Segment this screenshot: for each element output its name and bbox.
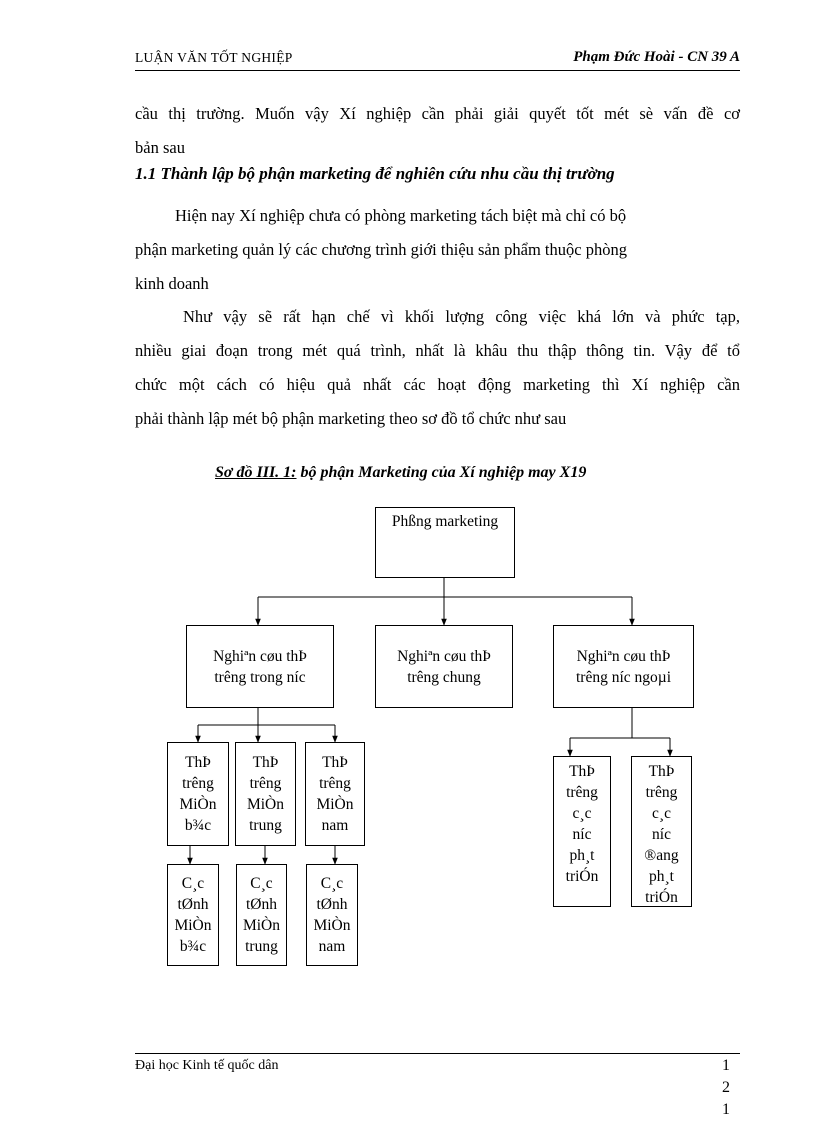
box-south-provinces	[306, 864, 358, 966]
page-number: 1 2 1	[722, 1057, 730, 1118]
box-marketing-department	[375, 507, 515, 578]
box-developing-markets	[631, 756, 692, 907]
footer-university: Đại học Kinh tế quốc dân	[135, 1058, 279, 1073]
footer-divider	[135, 1053, 740, 1054]
text-line: chức một cách có hiệu quả nhất các hoạt động marketing thì Xí nghiệp cần	[135, 375, 740, 394]
section-heading: 1.1 Thành lập bộ phận marketing để nghiên cứu nhu cầu thị trường	[135, 164, 615, 183]
box-developed-markets	[553, 756, 611, 907]
box-south-market	[305, 742, 365, 846]
caption-label: Sơ đồ III. 1:	[215, 464, 297, 481]
box-label: ThÞ trêng MiÒn trung	[246, 754, 285, 834]
text-line: phải thành lập mét bộ phận marketing theo sơ đồ tổ chức như sau	[135, 409, 567, 428]
box-label: ThÞ trêng MiÒn nam	[316, 754, 354, 834]
running-header-author: Phạm Đức Hoài - CN 39 A	[573, 49, 740, 65]
caption-text: bộ phận Marketing của Xí nghiệp may X19	[296, 464, 587, 481]
box-label: ThÞ trêng c¸c níc ®ang ph¸t triÓn	[644, 763, 679, 906]
box-label: Nghiªn cøu thÞ trêng níc ngoµi	[575, 647, 672, 686]
box-general-research	[375, 625, 513, 708]
text-line: nhiều giai đoạn trong mét quá trình, nhất là khâu thu thập thông tin. Vậy để tổ	[135, 341, 740, 360]
text-line: bản sau	[135, 138, 185, 157]
box-label: C¸c tØnh MiÒn trung	[242, 875, 281, 955]
text-line: cầu thị trường. Muốn vậy Xí nghiệp cần phải giải quyết tốt mét sè vấn đề cơ	[135, 104, 740, 123]
text-line: phận marketing quản lý các chương trình giới thiệu sản phẩm thuộc phòng	[135, 240, 627, 259]
running-header-title: LUẬN VĂN TỐT NGHIỆP	[135, 50, 293, 65]
box-label: Nghiªn cøu thÞ trêng chung	[397, 647, 491, 686]
box-label: ThÞ trêng c¸c níc ph¸t triÓn	[565, 763, 599, 885]
text-line: Như vậy sẽ rất hạn chế vì khối lượng công việc khá lớn và phức tạp,	[183, 307, 740, 326]
box-north-provinces	[167, 864, 219, 966]
text-line: Hiện nay Xí nghiệp chưa có phòng marketing tách biệt mà chỉ có bộ	[175, 206, 627, 225]
box-foreign-research	[553, 625, 694, 708]
box-label: Nghiªn cøu thÞ trêng trong níc	[213, 647, 307, 686]
box-central-market	[235, 742, 296, 846]
box-label: C¸c tØnh MiÒn b¾c	[174, 875, 212, 955]
box-domestic-research	[186, 625, 334, 708]
box-label: ThÞ trêng MiÒn b¾c	[179, 754, 217, 834]
box-label: Phßng marketing	[391, 513, 499, 530]
box-north-market	[167, 742, 229, 846]
box-label: C¸c tØnh MiÒn nam	[313, 875, 351, 955]
box-central-provinces	[236, 864, 287, 966]
text-line: kinh doanh	[135, 274, 209, 293]
